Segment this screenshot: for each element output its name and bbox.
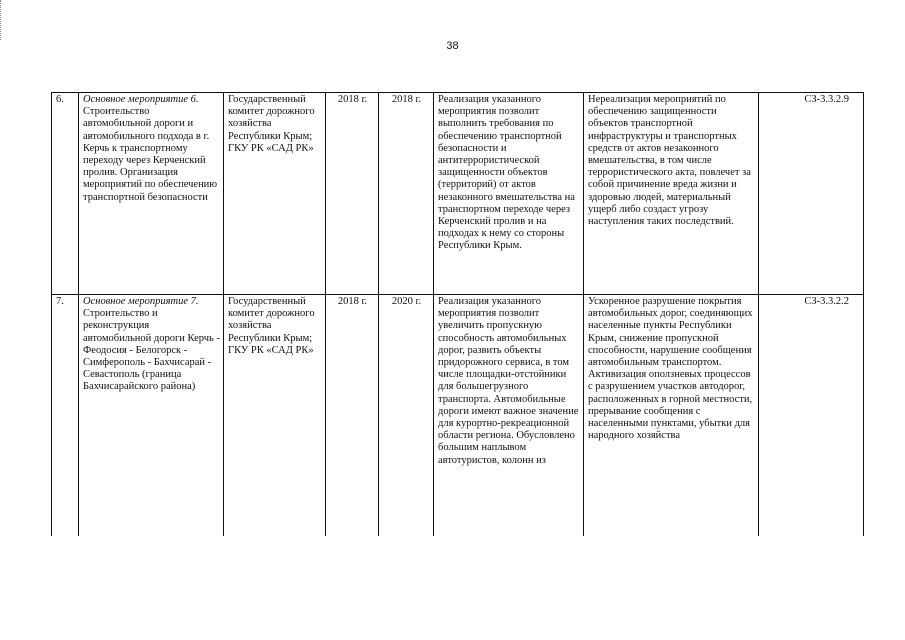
event-label: Основное мероприятие 7. bbox=[83, 296, 199, 307]
scan-margin-mark bbox=[0, 0, 3, 40]
result-cell: Реализация указанного мероприятия позволит выполнить требования по обеспечению транспортной безопасности и антитеррористической защищенности объектов (территорий) от актов незаконного вмешательства на транспортном переходе через Керченский пролив и на подходах к нему со стороны Республики Крым. bbox=[434, 93, 584, 295]
event-text: Строительство автомобильной дороги и автомобильного подхода в г. Керчь к транспортному переходу через Керченский пролив. Организация мероприятий по обеспечению транспортной безопасности bbox=[83, 106, 218, 203]
executor-cell: Государственный комитет дорожного хозяйства Республики Крым; ГКУ РК «САД РК» bbox=[224, 93, 326, 295]
event-cell bbox=[79, 93, 224, 295]
end-year-cell: 2018 г. bbox=[379, 93, 434, 295]
measures-table bbox=[51, 92, 864, 536]
consequence-cell: Нереализация мероприятий по обеспечению защищенности объектов транспортной инфраструктуры и транспортных средств от актов незаконного вмешательства, в том числе террористического акта, повлечет за собой причинение вреда жизни и здоровью людей, материальный ущерб либо создаст угрозу наступления таких последствий. bbox=[584, 93, 759, 295]
row-number: 6. bbox=[52, 93, 79, 295]
event-label: Основное мероприятие 6. bbox=[83, 94, 199, 105]
table-row bbox=[52, 93, 864, 295]
indicator-code-cell: СЗ-3.3.2.2 bbox=[759, 295, 864, 537]
result-cell: Реализация указанного мероприятия позволит увеличить пропускную способность автомобильных дорог, развить объекты придорожного сервиса, в том числе площадки-отстойники для большегрузного транспорта. Автомобильные дороги имеют важное значение для курортно-рекреационной области региона. Обусловлено большим наплывом автотуристов, колонн из bbox=[434, 295, 584, 537]
row-number: 7. bbox=[52, 295, 79, 537]
table-row bbox=[52, 295, 864, 537]
indicator-code-cell: СЗ-3.3.2.9 bbox=[759, 93, 864, 295]
page-number: 38 bbox=[446, 40, 459, 52]
start-year-cell: 2018 г. bbox=[326, 93, 379, 295]
end-year-cell: 2020 г. bbox=[379, 295, 434, 537]
event-text: Строительство и реконструкция автомобильной дороги Керчь - Феодосия - Белогорск - Симферополь - Бахчисарай - Севастополь (граница Бахчисарайского района) bbox=[83, 308, 220, 393]
event-cell bbox=[79, 295, 224, 537]
executor-cell: Государственный комитет дорожного хозяйства Республики Крым; ГКУ РК «САД РК» bbox=[224, 295, 326, 537]
start-year-cell: 2018 г. bbox=[326, 295, 379, 537]
consequence-cell: Ускоренное разрушение покрытия автомобильных дорог, соединяющих населенные пункты Республики Крым, снижение пропускной способности, нарушение сообщения автомобильным транспортом. Активизация оползневых процессов с разрушением участков автодорог, расположенных в горной местности, прерывание сообщения с населенными пунктами, убытки для народного хозяйства bbox=[584, 295, 759, 537]
